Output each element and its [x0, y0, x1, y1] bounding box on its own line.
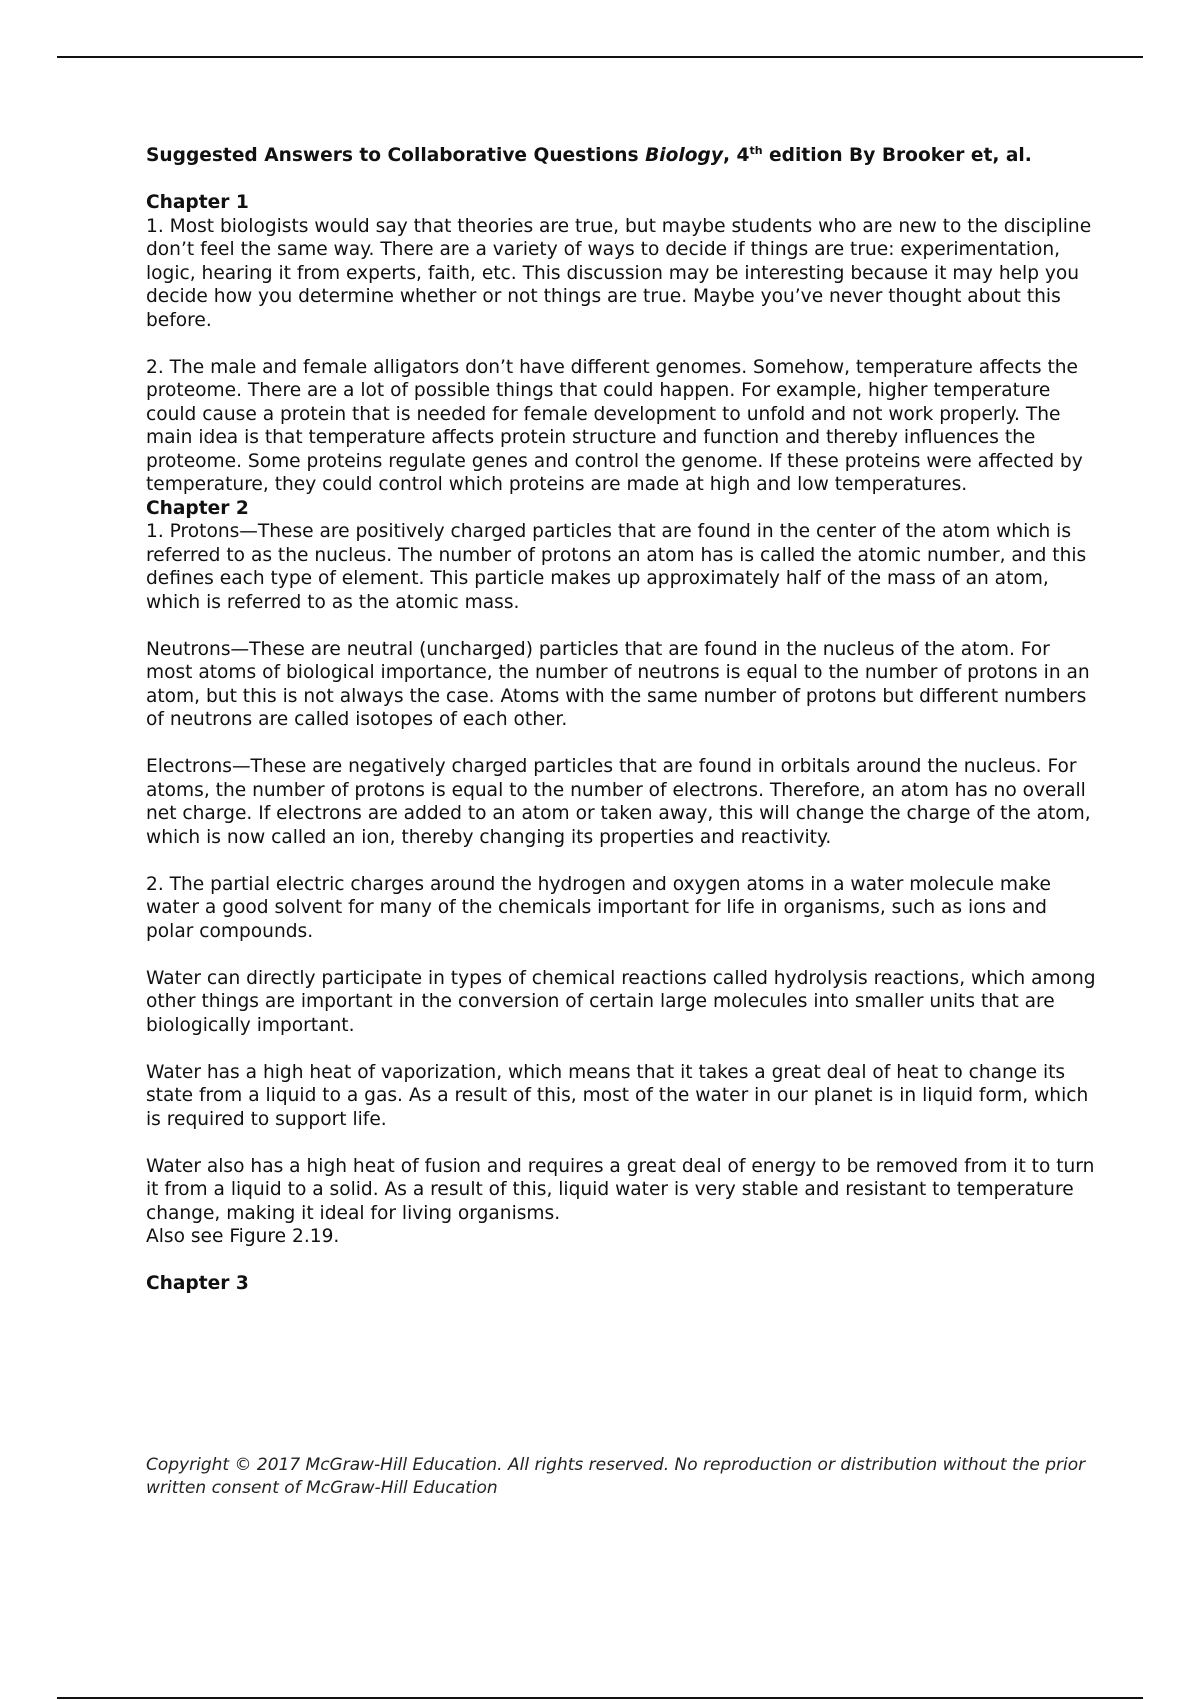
paragraph: 2. The male and female alligators don’t have different genomes. Somehow, temperature affects the proteome. There are a lot of possible things that could happen. For example, higher temperature could cause a protein that is needed for female development to unfold and not work properly. The main idea is that temperature affects protein structure and function and thereby influences the proteome. Some proteins regulate genes and control the genome. If these proteins were affected by temperature, they could control which proteins are made at high and low temperatures. [146, 356, 1083, 495]
chapter-3 [146, 1272, 1096, 1296]
paragraph: Water has a high heat of vaporization, which means that it takes a great deal of heat to change its state from a liquid to a gas. As a result of this, most of the water in our planet is in liquid form, which is required to support life. [146, 1061, 1089, 1130]
paragraph: Electrons—These are negatively charged particles that are found in orbitals around the nucleus. For atoms, the number of protons is equal to the number of electrons. Therefore, an atom has no overall net charge. If electrons are added to an atom or taken away, this will change the charge of the atom, which is now called an ion, thereby changing its properties and reactivity. [146, 756, 1091, 848]
chapter-2 [146, 497, 1096, 1249]
title-suffix: edition By Brooker et, al. [762, 145, 1032, 166]
figure-reference: Also see Figure 2.19. [146, 1226, 340, 1247]
document-title [146, 144, 1096, 168]
title-edition-sup: th [749, 144, 763, 157]
top-rule [57, 56, 1143, 58]
paragraph: Water also has a high heat of fusion and requires a great deal of energy to be removed from it to turn it from a liquid to a solid. As a result of this, liquid water is very stable and resistant to temperature change, making it ideal for living organisms. [146, 1155, 1095, 1224]
chapter-heading: Chapter 3 [146, 1273, 249, 1294]
chapter-heading: Chapter 2 [146, 497, 249, 519]
title-edition-number: , 4 [722, 145, 750, 166]
chapter-1 [146, 191, 1096, 497]
paragraph: 1. Protons—These are positively charged particles that are found in the center of the atom which is referred to as the nucleus. The number of protons an atom has is called the atomic number, and this defines each type of element. This particle makes up approximately half of the mass of an atom, which is referred to as the atomic mass. [146, 521, 1087, 613]
paragraph: 2. The partial electric charges around the hydrogen and oxygen atoms in a water molecule make water a good solvent for many of the chemicals important for life in organisms, such as ions and polar compounds. [146, 873, 1051, 942]
title-book: Biology [645, 145, 723, 166]
document-body [146, 144, 1096, 1296]
chapter-heading: Chapter 1 [146, 192, 249, 213]
paragraph: Water can directly participate in types of chemical reactions called hydrolysis reactions, which among other things are important in the conversion of certain large molecules into smaller units that are biologically important. [146, 967, 1096, 1036]
bottom-rule [57, 1697, 1143, 1699]
title-prefix: Suggested Answers to Collaborative Questions [146, 145, 646, 166]
copyright-footer: Copyright © 2017 McGraw-Hill Education. All rights reserved. No reproduction or distribution without the prior written consent of McGraw-Hill Education [146, 1455, 1086, 1498]
paragraph: Neutrons—These are neutral (uncharged) particles that are found in the nucleus of the atom. For most atoms of biological importance, the number of neutrons is equal to the number of protons in an atom, but this is not always the case. Atoms with the same number of protons but different numbers of neutrons are called isotopes of each other. [146, 638, 1090, 730]
paragraph: 1. Most biologists would say that theories are true, but maybe students who are new to the discipline don’t feel the same way. There are a variety of ways to decide if things are true: experimentation, logic, hearing it from experts, faith, etc. This discussion may be interesting because it may help you decide how you determine whether or not things are true. Maybe you’ve never thought about this before. [146, 215, 1092, 331]
